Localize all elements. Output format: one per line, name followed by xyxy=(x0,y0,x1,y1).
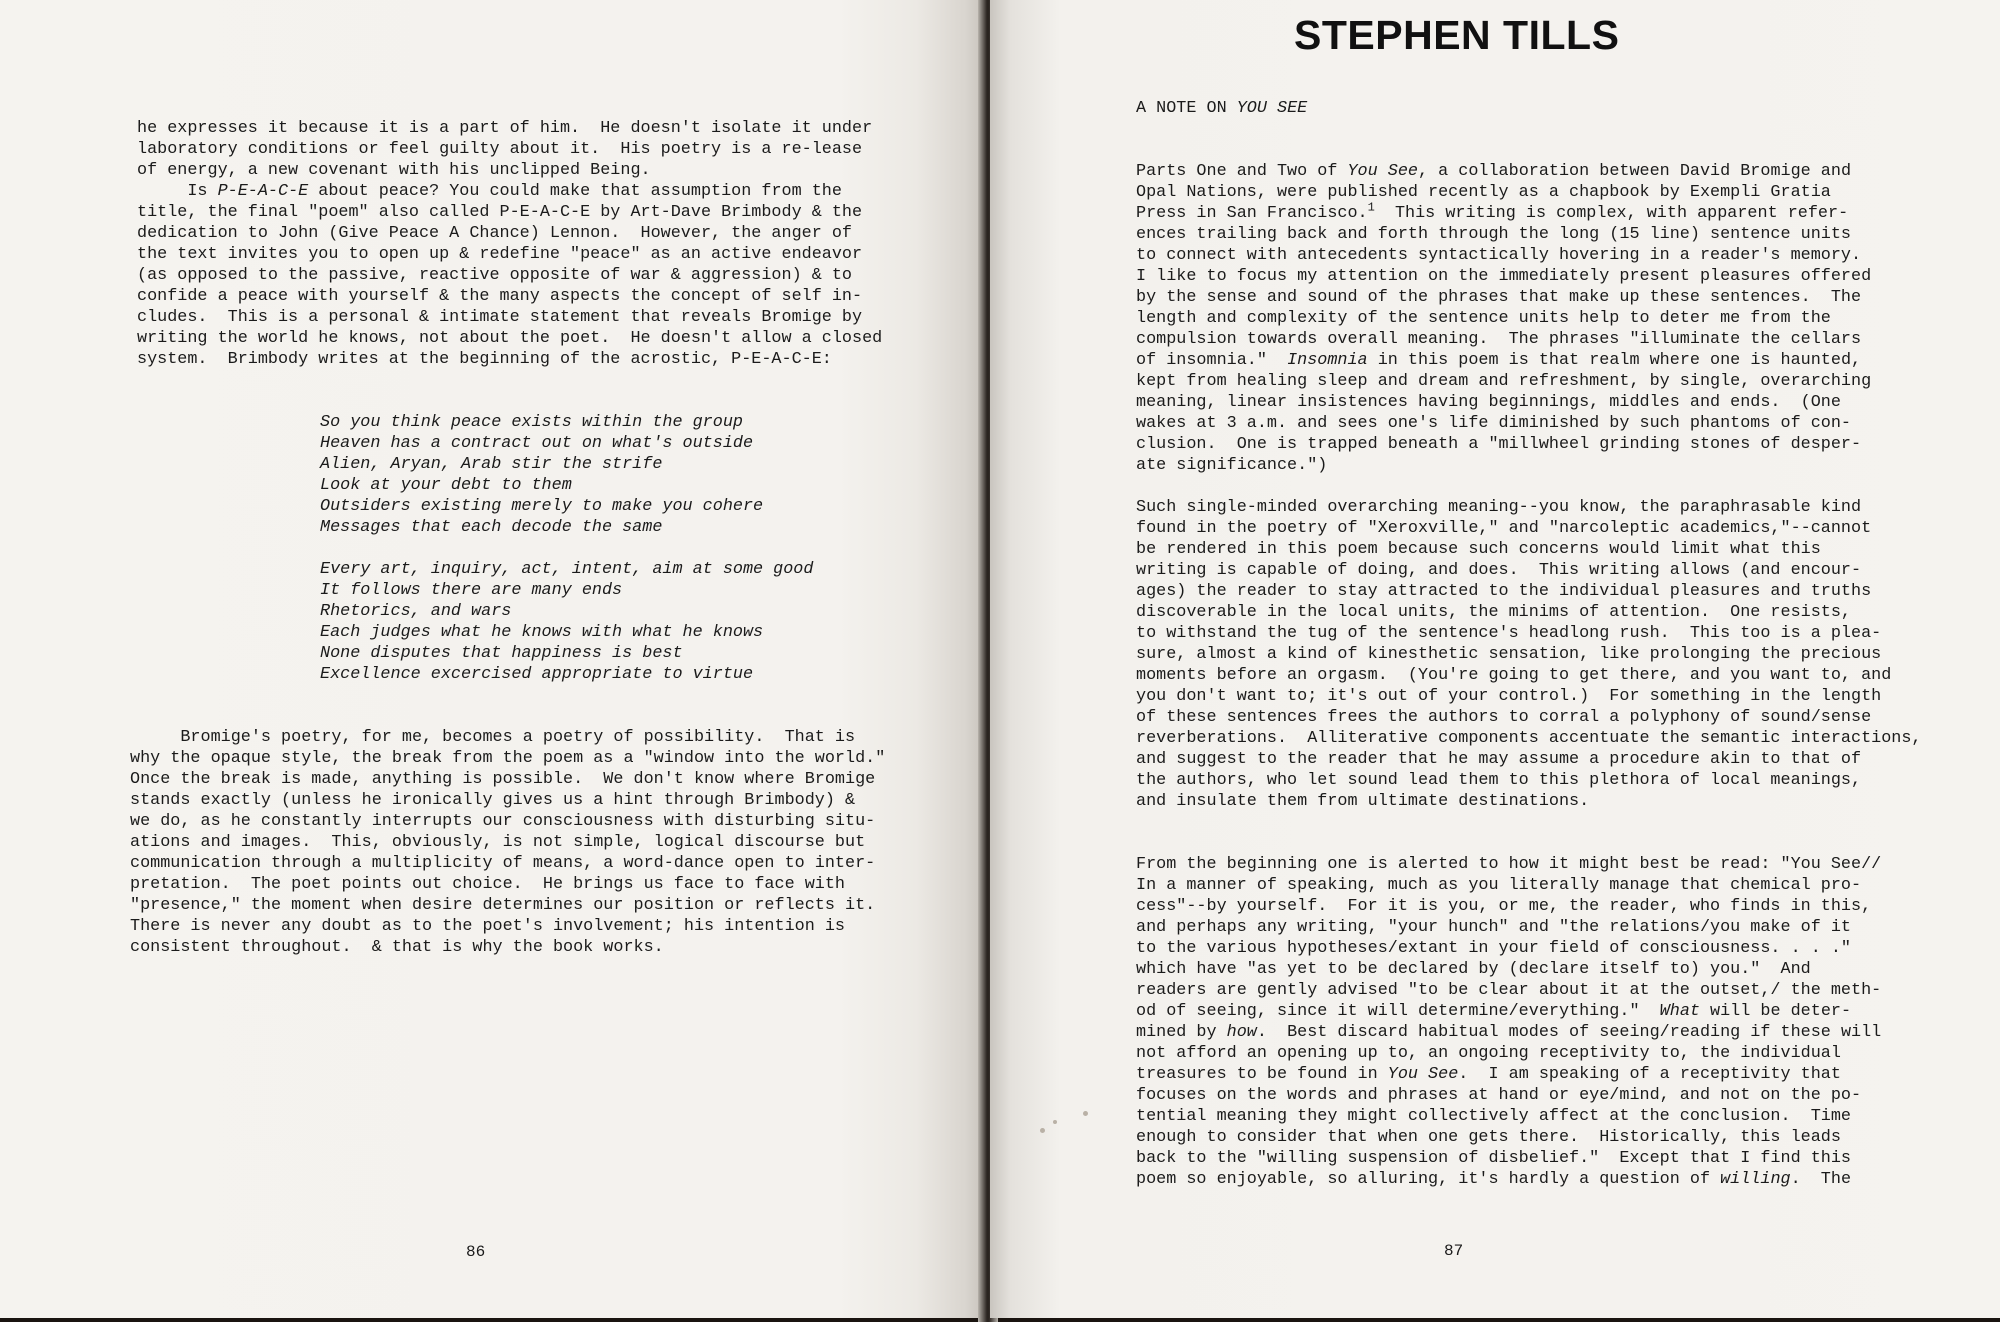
text-line: moments before an orgasm. (You're going to get there, and you want to, and xyxy=(1136,666,1892,685)
text-line: "presence," the moment when desire determines our position or reflects it. xyxy=(130,896,876,915)
text-line: enough to consider that when one gets there. Historically, this leads xyxy=(1136,1128,1841,1147)
text-line: you don't want to; it's out of your control.) For something in the length xyxy=(1136,687,1882,706)
text-line: why the opaque style, the break from the poem as a "window into the world." xyxy=(130,749,886,768)
text-line: found in the poetry of "Xeroxville," and "narcoleptic academics,"--cannot xyxy=(1136,519,1872,538)
text-line: the text invites you to open up & redefine "peace" as an active endeavor xyxy=(137,245,863,264)
text-line: Alien, Aryan, Arab stir the strife xyxy=(320,455,663,474)
text-line: which have "as yet to be declared by (declare itself to) you." And xyxy=(1136,960,1811,979)
text-line: back to the "willing suspension of disbelief." Except that I find this xyxy=(1136,1149,1851,1168)
text-line: sure, almost a kind of kinesthetic sensation, like prolonging the precious xyxy=(1136,645,1882,664)
text-line: wakes at 3 a.m. and sees one's life diminished by such phantoms of con- xyxy=(1136,414,1851,433)
text-line: compulsion towards overall meaning. The phrases "illuminate the cellars xyxy=(1136,330,1862,349)
text-line: It follows there are many ends xyxy=(320,581,623,600)
text-line: Such single-minded overarching meaning--you know, the paraphrasable kind xyxy=(1136,498,1862,517)
text-line: Excellence excercised appropriate to virtue xyxy=(320,665,754,684)
text-line: of energy, a new covenant with his unclipped Being. xyxy=(137,161,651,180)
text-line: and suggest to the reader that he may assume a procedure akin to that of xyxy=(1136,750,1862,769)
right-page-text: A NOTE ON YOU SEE Parts One and Two of You See, a collaboration between David Bromige and Opal Nations, were published recently as a chapbook by Exempli Gratia Press in San Francisco.$^1$ This writing is complex, with apparent refer- ences trailing back and forth through the long (15 line) sentence units to connect with antecedents syntactically hovering in a reader's memory. I like to focus my attention on the immediately present pleasures offered by the sense and sound of the phrases that make up these sentences. The length and complexity of the sentence units help to deter me from the compulsion towards overall meaning. The phrases "illuminate the cellars of insomnia." Insomnia in this poem is that realm where one is haunted, kept from healing sleep and dream and refreshment, by single, overarching meaning, linear insistences having beginnings, middles and ends. (One wakes at 3 a.m. and sees one's life diminished by such phantoms of con- clusion. One is trapped beneath a "millwheel grinding stones of desper- ate significance.") Such single-minded overarching meaning--you know, the paraphrasable kind found in the poetry of "Xeroxville," and "narcoleptic academics,"--cannot be rendered in this poem because such concerns would limit what this writing is capable of doing, and does. This writing allows (and encour- ages) the reader to stay attracted to the individual pleasures and truths discoverable in the local units, the minims of attention. One resists, to withstand the tug of the sentence's headlong rush. This too is a plea- sure, almost a kind of kinesthetic sensation, like prolonging the precious moments before an orgasm. (You're going to get there, and you want to, and you don't want to; it's out of your control.) For something in the length of these sentences frees the authors to corral a polyphony of sound/sense reverberations. Alliterative components accentuate the semantic interactions, and suggest to the reader that he may assume a procedure akin to that of the authors, who let sound lead them to this plethora of local meanings, and insulate them from ultimate destinations. From the beginning one is alerted to how it might best be read: "You See// In a manner of speaking, much as you literally manage that chemical pro- cess"--by yourself. For it is you, or me, the reader, who finds in this, and perhaps any writing, "your hunch" and "the relations/you make of it to the various hypotheses/extant in your field of consciousness. . . ." which have "as yet to be declared by (declare itself to) you." And readers are gently advised "to be clear about it at the outset,/ the meth- od of seeing, since it will determine/everything." What will be deter- mined by how. Best discard habitual modes of seeing/reading if these will not afford an opening up to, an ongoing receptivity to, the individual treasures to be found in You See. I am speaking of a receptivity that focuses on the words and phrases at hand or eye/mind, and not on the po- tential meaning they might collectively affect at the conclusion. Time enough to consider that when one gets there. Historically, this leads back to the "willing suspension of disbelief." Except that I find this poem so enjoyable, so alluring, it's hardly a question of willing. The xyxy=(1136,99,1922,1189)
text-line: length and complexity of the sentence units help to deter me from the xyxy=(1136,309,1831,328)
text-line: dedication to John (Give Peace A Chance) Lennon. However, the anger of xyxy=(137,224,852,243)
text-line: From the beginning one is alerted to how it might best be read: "You See// xyxy=(1136,855,1882,874)
text-line: to connect with antecedents syntactically hovering in a reader's memory. xyxy=(1136,246,1862,265)
text-line: None disputes that happiness is best xyxy=(320,644,683,663)
left-paragraph-2-first-line: Is P-E-A-C-E about peace? You could make that assumption from the xyxy=(137,182,842,201)
text-line: writing is capable of doing, and does. This writing allows (and encour- xyxy=(1136,561,1862,580)
text-line: writing the world he knows, not about the poet. He doesn't allow a closed xyxy=(137,329,883,348)
paper-speck xyxy=(1053,1120,1057,1124)
text-line: kept from healing sleep and dream and refreshment, by single, overarching xyxy=(1136,372,1872,391)
paper-speck xyxy=(1040,1128,1045,1133)
text-line: (as opposed to the passive, reactive opposite of war & aggression) & to xyxy=(137,266,852,285)
text-line: tential meaning they might collectively affect at the conclusion. Time xyxy=(1136,1107,1851,1126)
text-line: There is never any doubt as to the poet's involvement; his intention is xyxy=(130,917,845,936)
text-line: confide a peace with yourself & the many aspects the concept of self in- xyxy=(137,287,863,306)
text-line: Heaven has a contract out on what's outside xyxy=(320,434,754,453)
note-title: A NOTE ON YOU SEE xyxy=(1136,99,1308,118)
text-line: be rendered in this poem because such concerns would limit what this xyxy=(1136,540,1821,559)
text-line: he expresses it because it is a part of him. He doesn't isolate it under xyxy=(137,119,873,138)
poem-stanza-2 xyxy=(320,559,885,685)
text-line: ages) the reader to stay attracted to the individual pleasures and truths xyxy=(1136,582,1872,601)
text-line: Bromige's poetry, for me, becomes a poetry of possibility. That is xyxy=(130,728,856,747)
text-line: we do, as he constantly interrupts our consciousness with disturbing situ- xyxy=(130,812,876,831)
text-line: Once the break is made, anything is possible. We don't know where Bromige xyxy=(130,770,876,789)
text-line: focuses on the words and phrases at hand or eye/mind, and not on the po- xyxy=(1136,1086,1862,1105)
text-line: to the various hypotheses/extant in your field of consciousness. . . ." xyxy=(1136,939,1851,958)
text-line: to withstand the tug of the sentence's headlong rush. This too is a plea- xyxy=(1136,624,1882,643)
text-line: cludes. This is a personal & intimate statement that reveals Bromige by xyxy=(137,308,863,327)
text-line: I like to focus my attention on the immediately present pleasures offered xyxy=(1136,267,1872,286)
text-line: reverberations. Alliterative components accentuate the semantic interactions, xyxy=(1136,729,1922,748)
text-line: discoverable in the local units, the minims of attention. One resists, xyxy=(1136,603,1851,622)
text-line: Outsiders existing merely to make you cohere xyxy=(320,497,764,516)
left-paragraph-2 xyxy=(137,202,885,370)
text-line: So you think peace exists within the group xyxy=(320,413,743,432)
text-line: clusion. One is trapped beneath a "millwheel grinding stones of desper- xyxy=(1136,435,1862,454)
left-page-text xyxy=(130,118,886,958)
right-paragraph-1-end xyxy=(1136,371,1922,476)
text-line: of these sentences frees the authors to corral a polyphony of sound/sense xyxy=(1136,708,1872,727)
text-line: meaning, linear insistences having beginnings, middles and ends. (One xyxy=(1136,393,1841,412)
text-line: and insulate them from ultimate destinations. xyxy=(1136,792,1590,811)
text-line: readers are gently advised "to be clear about it at the outset,/ the meth- xyxy=(1136,981,1882,1000)
text-line: Rhetorics, and wars xyxy=(320,602,512,621)
text-line: pretation. The poet points out choice. He brings us face to face with xyxy=(130,875,845,894)
page-number-left: 86 xyxy=(466,1243,486,1261)
right-paragraph-1 xyxy=(1136,224,1922,350)
text-line: Each judges what he knows with what he knows xyxy=(320,623,764,642)
page-number-right: 87 xyxy=(1444,1242,1464,1260)
text-line: stands exactly (unless he ironically gives us a hint through Brimbody) & xyxy=(130,791,856,810)
left-page xyxy=(0,0,985,1318)
text-line: Every art, inquiry, act, intent, aim at some good xyxy=(320,560,814,579)
right-page xyxy=(990,0,2000,1318)
left-paragraph-1 xyxy=(137,118,885,181)
text-line: system. Brimbody writes at the beginning of the acrostic, P-E-A-C-E: xyxy=(137,350,832,369)
text-line: ences trailing back and forth through the long (15 line) sentence units xyxy=(1136,225,1851,244)
text-line: Messages that each decode the same xyxy=(320,518,663,537)
right-paragraph-3-cont xyxy=(1136,1085,1922,1169)
author-heading: STEPHEN TILLS xyxy=(1294,12,1620,58)
text-line: ate significance.") xyxy=(1136,456,1328,475)
text-line: ations and images. This, obviously, is not simple, logical discourse but xyxy=(130,833,866,852)
text-line: communication through a multiplicity of means, a word-dance open to inter- xyxy=(130,854,876,873)
right-paragraph-2 xyxy=(1136,497,1922,812)
left-paragraph-3 xyxy=(130,727,885,958)
text-line: In a manner of speaking, much as you literally manage that chemical pro- xyxy=(1136,876,1862,895)
text-line: consistent throughout. & that is why the book works. xyxy=(130,938,664,957)
footnote-marker: 1 xyxy=(1367,200,1375,215)
text-line: laboratory conditions or feel guilty about it. His poetry is a re-lease xyxy=(137,140,863,159)
text-line: Look at your debt to them xyxy=(320,476,572,495)
text-line: by the sense and sound of the phrases that make up these sentences. The xyxy=(1136,288,1862,307)
text-line: and perhaps any writing, "your hunch" and "the relations/you make of it xyxy=(1136,918,1851,937)
text-line: title, the final "poem" also called P-E-A-C-E by Art-Dave Brimbody & the xyxy=(137,203,863,222)
text-line: the authors, who let sound lead them to this plethora of local meanings, xyxy=(1136,771,1862,790)
right-paragraph-3 xyxy=(1136,854,1922,1001)
text-line: cess"--by yourself. For it is you, or me, the reader, who finds in this, xyxy=(1136,897,1872,916)
paper-speck xyxy=(1083,1111,1088,1116)
poem-stanza-1 xyxy=(320,412,885,538)
